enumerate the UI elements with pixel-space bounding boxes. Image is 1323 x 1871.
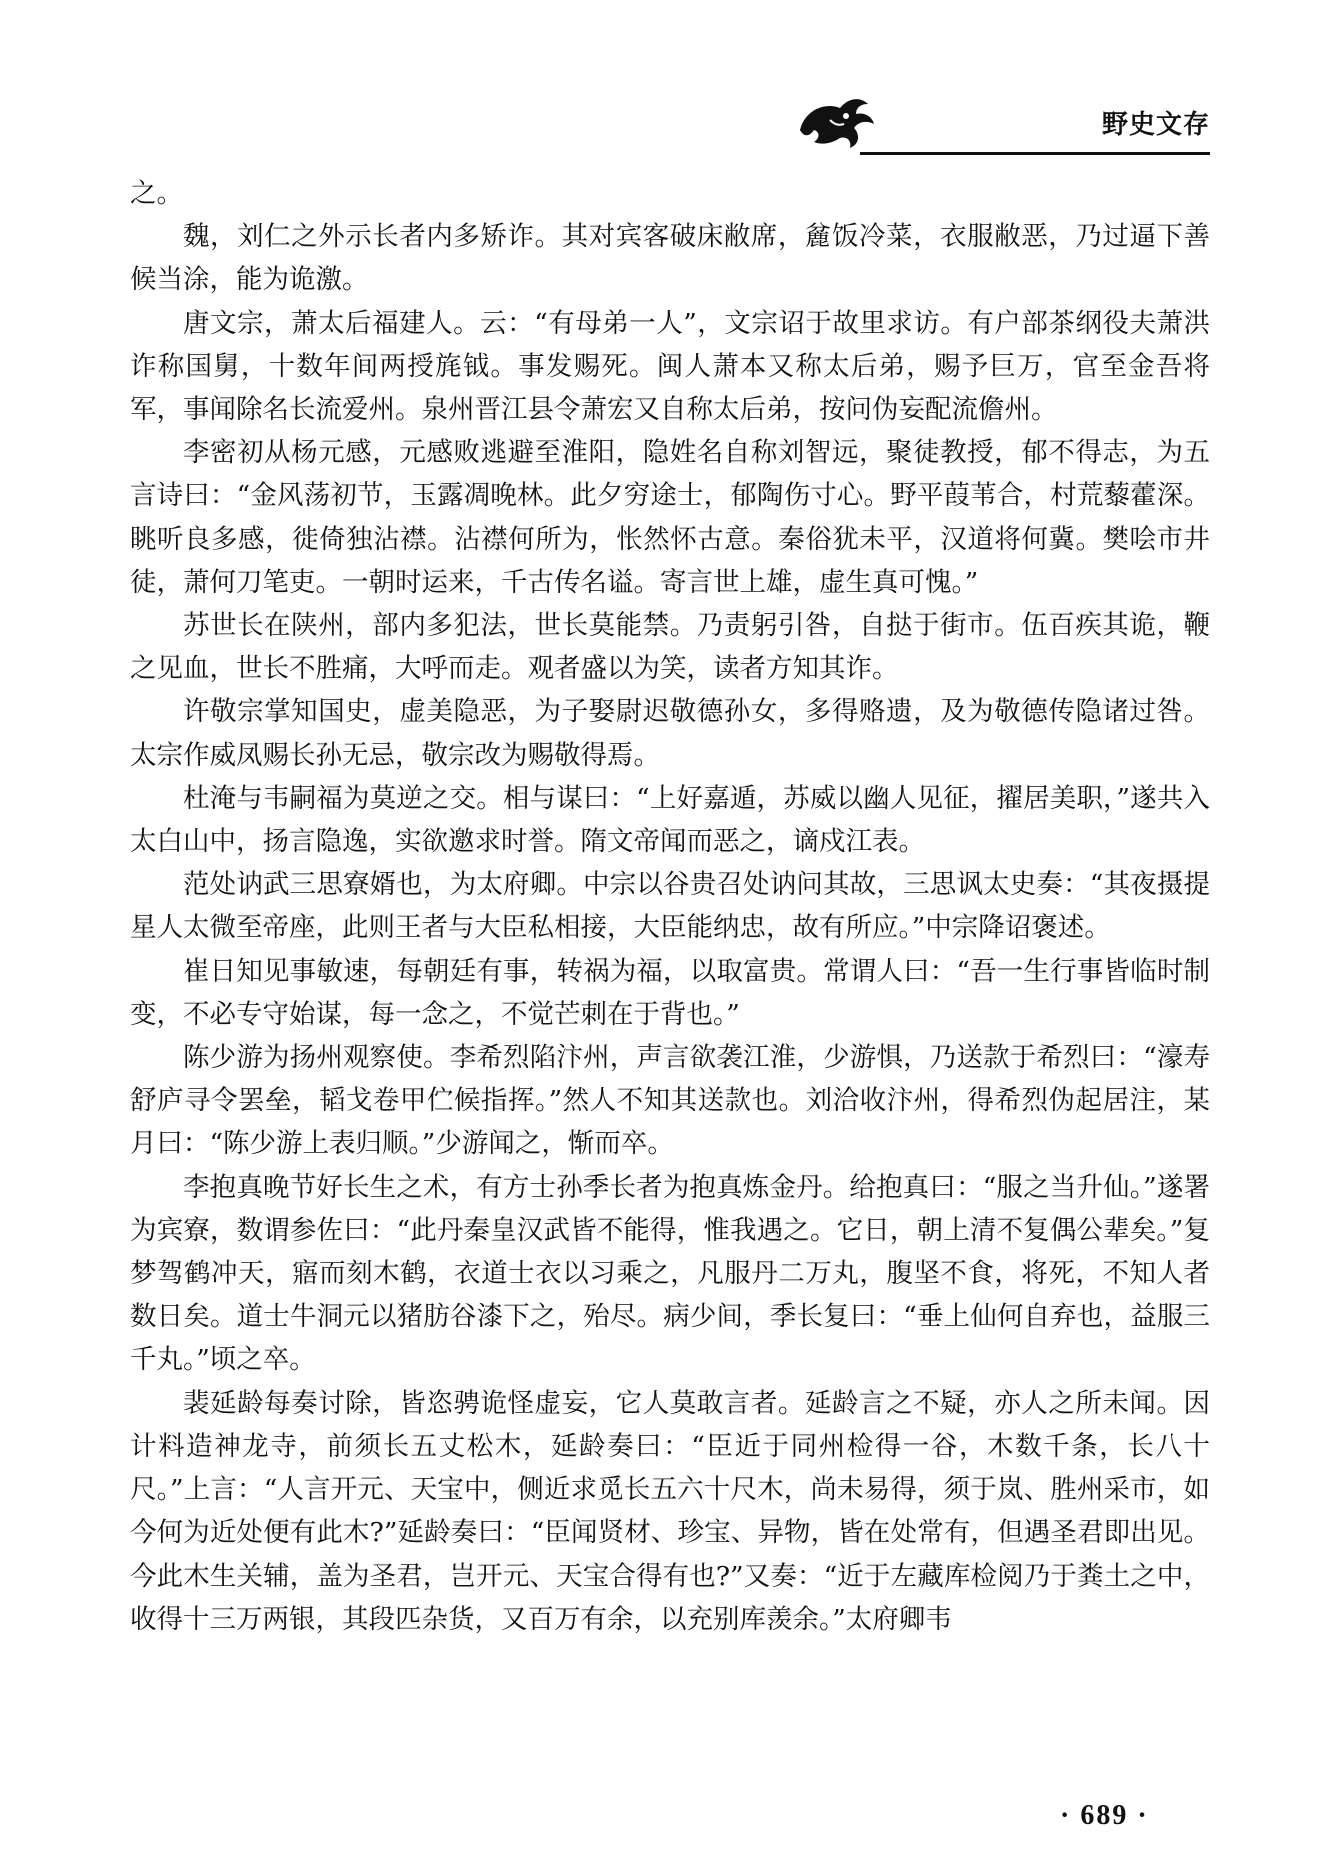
paragraph: 李密初从杨元感，元感败逃避至淮阳，隐姓名自称刘智远，聚徒教授，郁不得志，为五言诗曰：“金风荡初节，玉露凋晚林。此夕穷途士，郁陶伤寸心。野平葭苇合，村荒藜藿深。眺听良多感，徙倚独沾襟。沾襟何所为，怅然怀古意。秦俗犹未平，汉道将何冀。樊哙市井徒，萧何刀笔吏。一朝时运来，千古传名谥。寄言世上雄，虚生真可愧。” — [130, 437, 1210, 598]
header-rule — [860, 152, 1210, 155]
paragraph: 陈少游为扬州观察使。李希烈陷汴州，声言欲袭江淮，少游惧，乃送款于希烈曰：“濠寿舒庐寻令罢垒，韬戈卷甲伫候指挥。”然人不知其送款也。刘洽收汴州，得希烈伪起居注，某月曰：“陈少游上表归顺。”少游闻之，惭而卒。 — [130, 1042, 1210, 1160]
paragraph: 之。 — [130, 178, 183, 209]
page-number: · 689 · — [1060, 1800, 1149, 1831]
dragon-emblem-icon — [790, 90, 890, 156]
header-title: 野史文存 — [1101, 110, 1210, 140]
paragraph: 苏世长在陕州，部内多犯法，世长莫能禁。乃责躬引咎，自挞于街市。伍百疾其诡，鞭之见血，世长不胜痛，大呼而走。观者盛以为笑，读者方知其诈。 — [130, 610, 1210, 685]
paragraph: 杜淹与韦嗣福为莫逆之交。相与谋曰：“上好嘉遁，苏威以幽人见征，擢居美职，”遂共入太白山中，扬言隐逸，实欲邀求时誉。隋文帝闻而恶之，谪戍江表。 — [130, 782, 1210, 858]
paragraph: 崔日知见事敏速，每朝廷有事，转祸为福，以取富贵。常谓人曰：“吾一生行事皆临时制变，不必专守始谋，每一念之，不觉芒刺在于背也。” — [130, 955, 1210, 1030]
body-text — [130, 172, 1210, 1641]
paragraph: 李抱真晚节好长生之术，有方士孙季长者为抱真炼金丹。给抱真曰：“服之当升仙。”遂署为宾寮，数谓参佐曰：“此丹秦皇汉武皆不能得，惟我遇之。它日，朝上清不复偶公辈矣。”复梦驾鹤冲天，寤而刻木鹤，衣道士衣以习乘之，凡服丹二万丸，腹坚不食，将死，不知人者数日矣。道士牛洞元以猪肪谷漆下之，殆尽。病少间，季长复曰：“垂上仙何自弃也，益服三千丸。”顷之卒。 — [130, 1171, 1210, 1376]
paragraph: 魏，刘仁之外示长者内多矫诈。其对宾客破床敝席，麄饭冷菜，衣服敝恶，乃过逼下善候当涂，能为诡激。 — [130, 221, 1210, 296]
paragraph: 许敬宗掌知国史，虚美隐恶，为子娶尉迟敬德孙女，多得赂遗，及为敬德传隐诸过咎。太宗作威凤赐长孙无忌，敬宗改为赐敬得焉。 — [130, 696, 1210, 771]
running-header — [790, 90, 1210, 160]
paragraph: 裴延龄每奏讨除，皆恣骋诡怪虚妄，它人莫敢言者。延龄言之不疑，亦人之所未闻。因计料造神龙寺，前须长五丈松木，延龄奏曰：“臣近于同州检得一谷，木数千条，长八十尺。”上言：“人言开元、天宝中，侧近求觅长五六十尺木，尚未易得，须于岚、胜州采市，如今何为近处便有此木?”延龄奏曰：“臣闻贤材、珍宝、异物，皆在处常有，但遇圣君即出见。今此木生关辅，盖为圣君，岂开元、天宝合得有也?”又奏：“近于左藏库检阅乃于粪土之中，收得十三万两银，其段匹杂货，又百万有余，以充别库羡余。”太府卿韦 — [130, 1387, 1210, 1635]
paragraph: 范处讷武三思寮婿也，为太府卿。中宗以谷贵召处讷问其故，三思讽太史奏：“其夜摄提星人太微至帝座，此则王者与大臣私相接，大臣能纳忠，故有所应。”中宗降诏褒述。 — [130, 869, 1210, 944]
paragraph: 唐文宗，萧太后福建人。云：“有母弟一人”，文宗诏于故里求访。有户部茶纲役夫萧洪诈称国舅，十数年间两授旄钺。事发赐死。闽人萧本又称太后弟，赐予巨万，官至金吾将军，事闻除名长流爱州。泉州晋江县令萧宏又自称太后弟，按问伪妄配流儋州。 — [130, 307, 1210, 426]
